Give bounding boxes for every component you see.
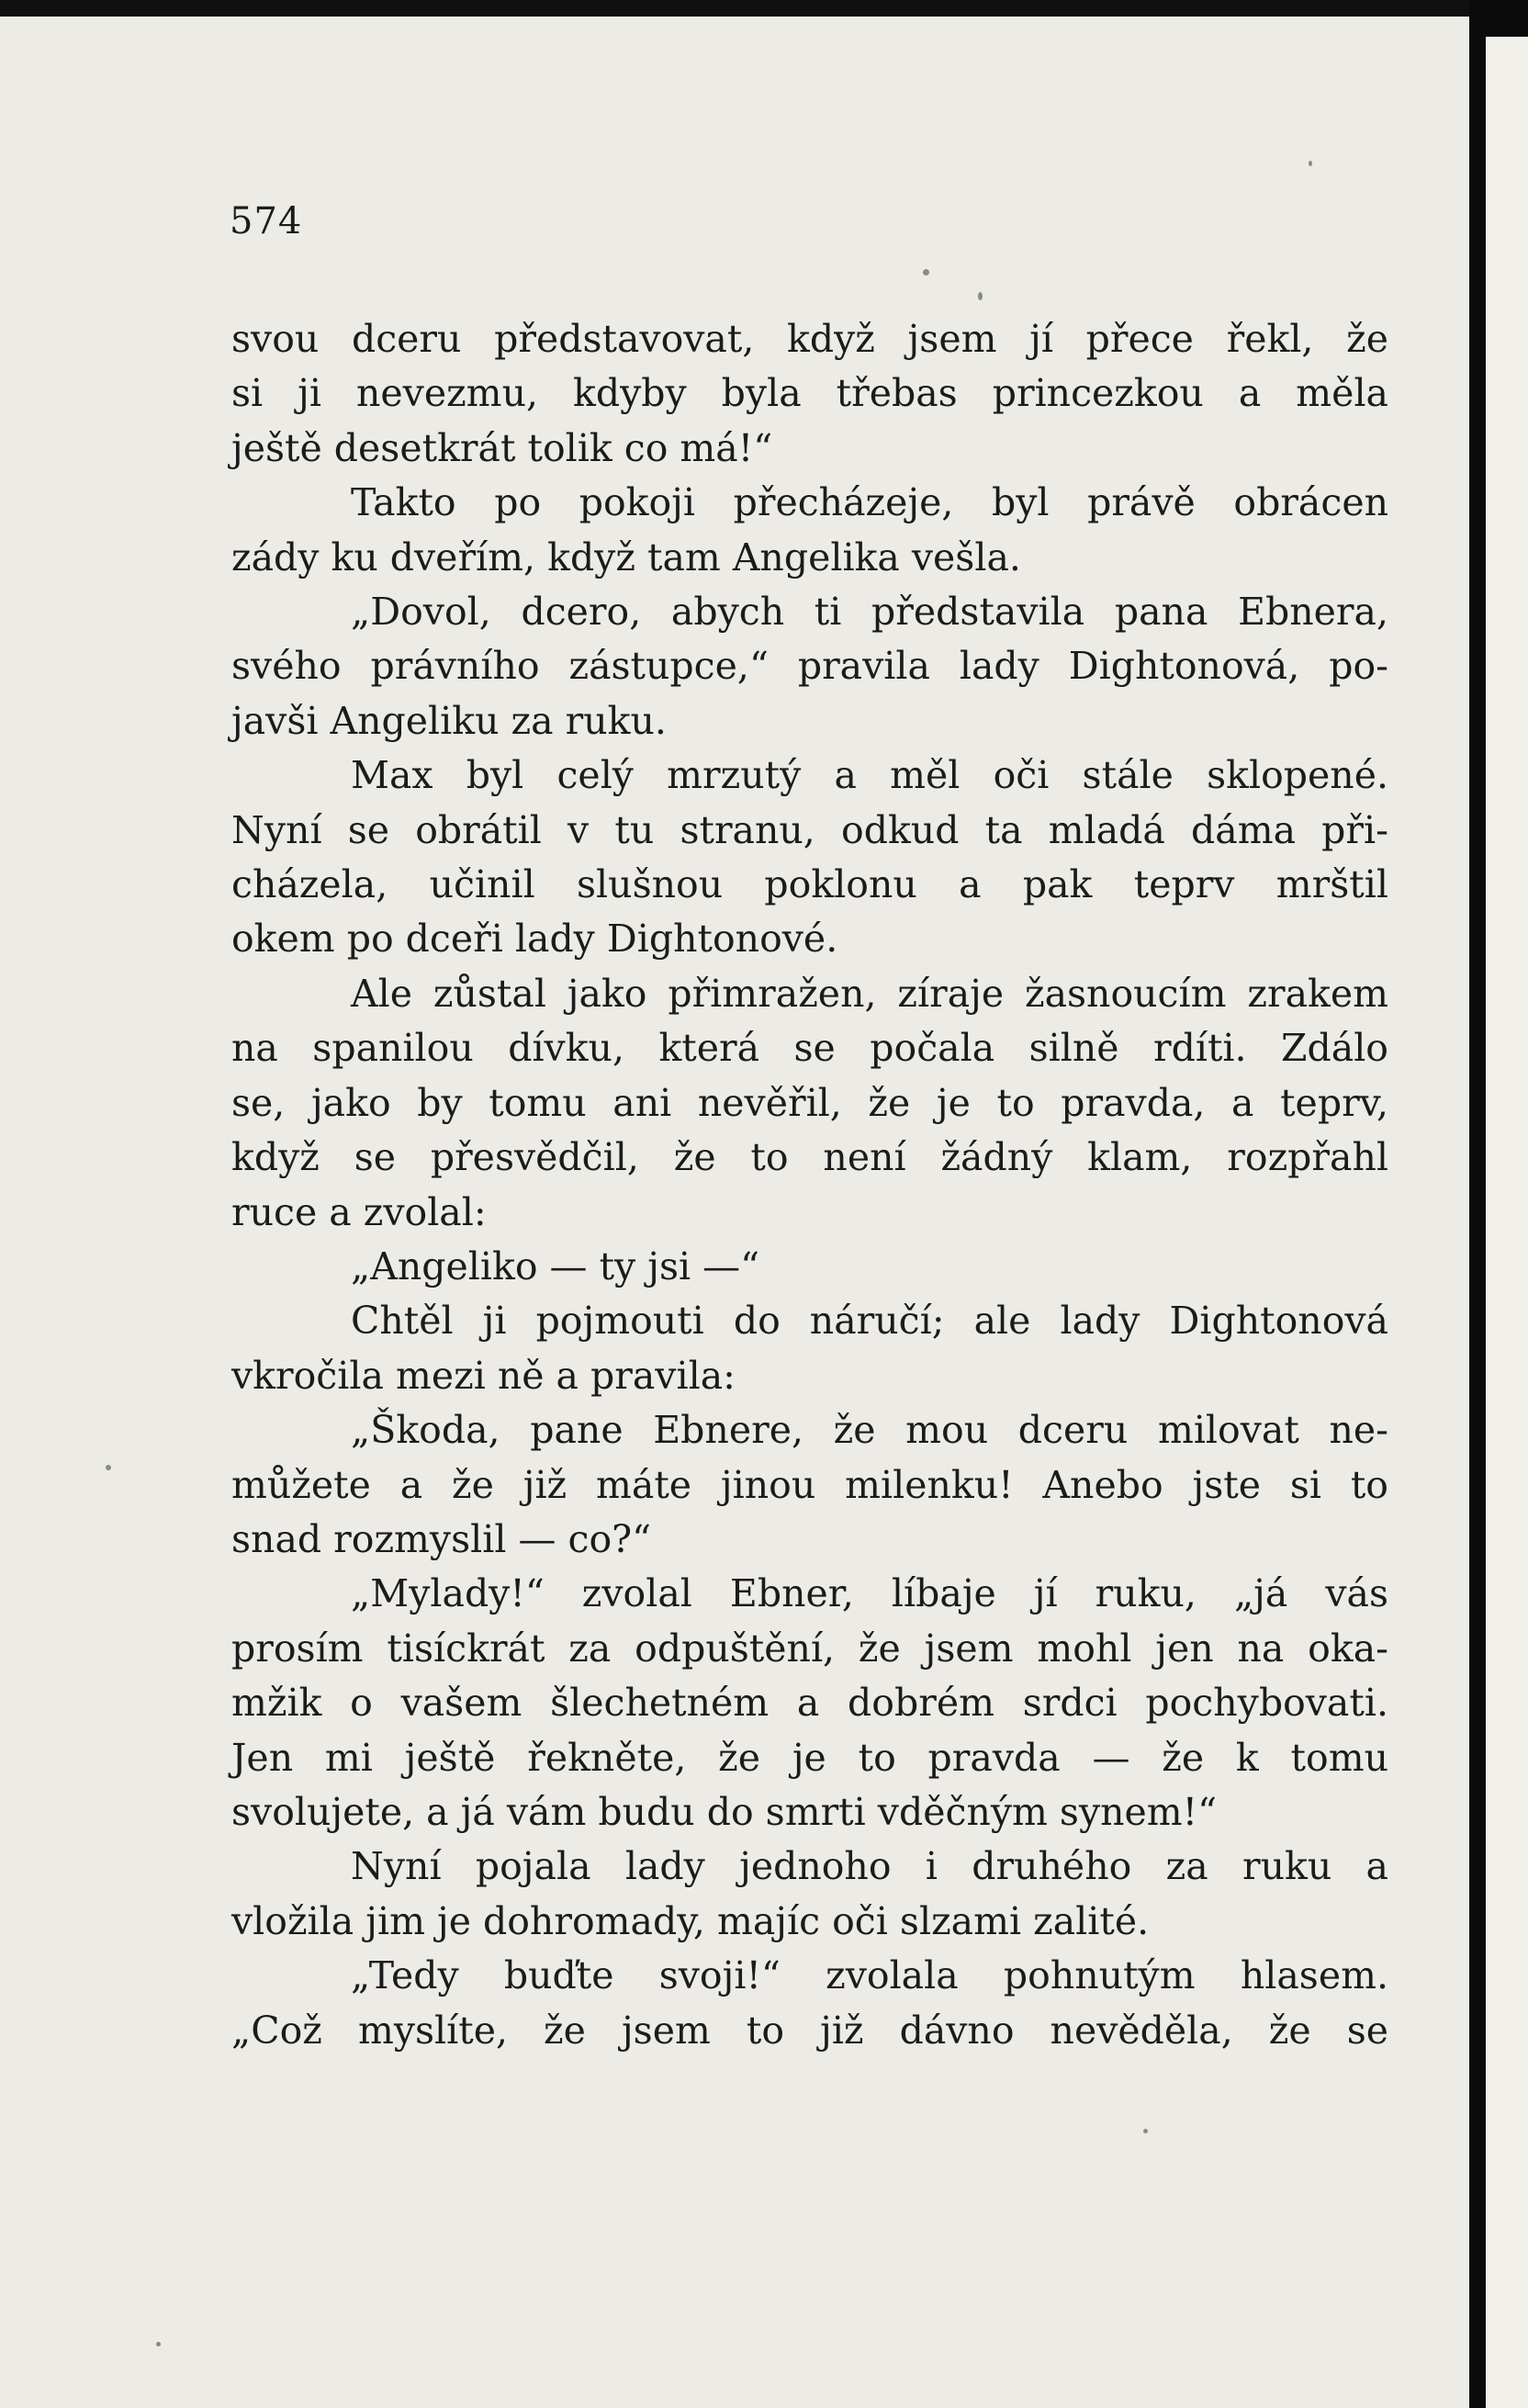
text-line: javši Angeliku za ruku. — [231, 698, 667, 743]
text-line: „Dovol, dcero, abych ti představila pana Ebnera, — [351, 590, 1388, 635]
text-line: cházela, učinil slušnou poklonu a pak teprv mrštil — [231, 862, 1388, 907]
page-speck — [1143, 2129, 1148, 2133]
page-speck — [156, 2342, 161, 2346]
text-line: svou dceru představovat, když jsem jí přece řekl, že — [231, 317, 1388, 361]
text-line: Nyní pojala lady jednoho i druhého za ruku a — [351, 1844, 1388, 1889]
text-line: svolujete, a já vám budu do smrti vděčným synem!“ — [231, 1789, 1218, 1834]
page-speck — [1309, 161, 1312, 166]
text-line: Max byl celý mrzutý a měl oči stále sklopené. — [351, 753, 1388, 798]
text-line: „Škoda, pane Ebnere, že mou dceru milovat ne- — [351, 1408, 1388, 1453]
text-line: snad rozmyslil — co?“ — [231, 1516, 652, 1561]
page-speck — [106, 1465, 111, 1470]
text-line: vložila jim je dohromady, majíc oči slzami zalité. — [231, 1898, 1150, 1943]
text-line: ruce a zvolal: — [231, 1189, 487, 1234]
page-number: 574 — [230, 200, 303, 242]
text-line: Jen mi ještě řekněte, že je to pravda — že k tomu — [231, 1735, 1388, 1780]
text-line: zády ku dveřím, když tam Angelika vešla. — [231, 534, 1021, 579]
text-line: na spanilou dívku, která se počala silně rdíti. Zdálo — [231, 1026, 1388, 1071]
text-line: okem po dceři lady Dightonové. — [231, 917, 838, 962]
text-line: „Angeliko — ty jsi —“ — [351, 1243, 760, 1288]
page-speck — [978, 292, 983, 300]
text-line: Ale zůstal jako přimražen, zíraje žasnoucím zrakem — [351, 971, 1388, 1016]
text-line: „Tedy buďte svoji!“ zvolala pohnutým hlasem. — [351, 1953, 1388, 1998]
text-line: vkročila mezi ně a pravila: — [231, 1353, 736, 1398]
text-line: „Což myslíte, že jsem to již dávno nevěděla, že se — [231, 2008, 1388, 2053]
text-line: můžete a že již máte jinou milenku! Anebo jste si to — [231, 1462, 1388, 1507]
text-line: „Mylady!“ zvolal Ebner, líbaje jí ruku, „já vás — [351, 1571, 1388, 1616]
text-line: Nyní se obrátil v tu stranu, odkud ta mladá dáma při- — [231, 807, 1388, 852]
text-line: prosím tisíckrát za odpuštění, že jsem mohl jen na oka- — [231, 1626, 1388, 1671]
page-speck — [923, 269, 929, 276]
text-line: mžik o vašem šlechetném a dobrém srdci pochybovati. — [231, 1681, 1388, 1726]
text-line: se, jako by tomu ani nevěřil, že je to pravda, a teprv, — [231, 1080, 1388, 1125]
text-line: Takto po pokoji přecházeje, byl právě obrácen — [351, 480, 1388, 525]
text-line: ještě desetkrát tolik co má!“ — [231, 425, 773, 470]
text-line: Chtěl ji pojmouti do náručí; ale lady Dightonová — [351, 1299, 1388, 1344]
body-text — [231, 312, 1388, 2058]
text-line: si ji nevezmu, kdyby byla třebas princezkou a měla — [231, 371, 1388, 416]
adjacent-page-strip — [1486, 37, 1528, 2408]
text-line: když se přesvědčil, že to není žádný klam, rozpřahl — [231, 1135, 1388, 1180]
text-line: svého právního zástupce,“ pravila lady Dightonová, po- — [231, 644, 1388, 689]
